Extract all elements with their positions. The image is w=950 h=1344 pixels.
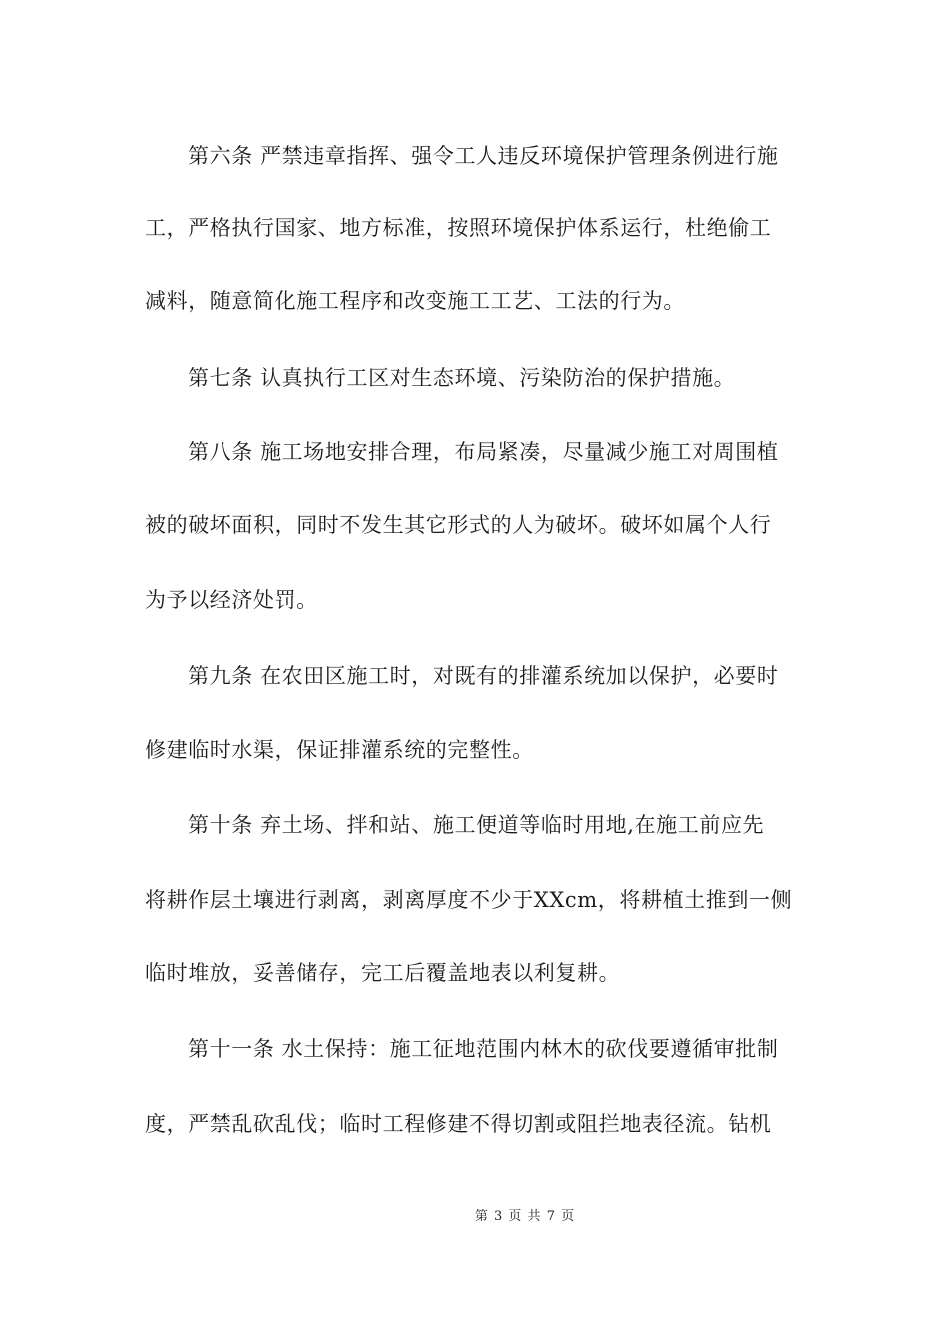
paragraph-article-6-line-1: 第六条 严禁违章指挥、强令工人违反环境保护管理条例进行施 [188,144,779,168]
paragraph-article-11-line-1: 第十一条 水土保持：施工征地范围内林木的砍伐要遵循审批制 [188,1037,779,1061]
paragraph-article-8-line-2: 被的破坏面积，同时不发生其它形式的人为破坏。破坏如属个人行 [145,513,772,537]
paragraph-article-11-line-2: 度，严禁乱砍乱伐；临时工程修建不得切割或阻拦地表径流。钻机 [145,1112,772,1136]
paragraph-article-9-line-2: 修建临时水渠，保证排灌系统的完整性。 [145,738,534,762]
paragraph-article-7-line-1: 第七条 认真执行工区对生态环境、污染防治的保护措施。 [188,366,736,390]
page-number-footer: 第 3 页 共 7 页 [474,1209,576,1224]
paragraph-article-6-line-3: 减料，随意简化施工程序和改变施工工艺、工法的行为。 [145,289,685,313]
paragraph-article-8-line-1: 第八条 施工场地安排合理，布局紧凑，尽量减少施工对周围植 [188,440,779,464]
paragraph-article-10-line-2: 将耕作层土壤进行剥离，剥离厚度不少于XXcm，将耕植土推到一侧 [145,888,793,912]
paragraph-article-10-line-1: 第十条 弃土场、拌和站、施工便道等临时用地,在施工前应先 [188,813,765,837]
paragraph-article-10-line-3: 临时堆放，妥善储存，完工后覆盖地表以利复耕。 [145,961,621,985]
paragraph-article-9-line-1: 第九条 在农田区施工时，对既有的排灌系统加以保护，必要时 [188,664,779,688]
paragraph-article-6-line-2: 工，严格执行国家、地方标准，按照环境保护体系运行，杜绝偷工 [145,216,772,240]
paragraph-article-8-line-3: 为予以经济处罚。 [145,588,318,612]
